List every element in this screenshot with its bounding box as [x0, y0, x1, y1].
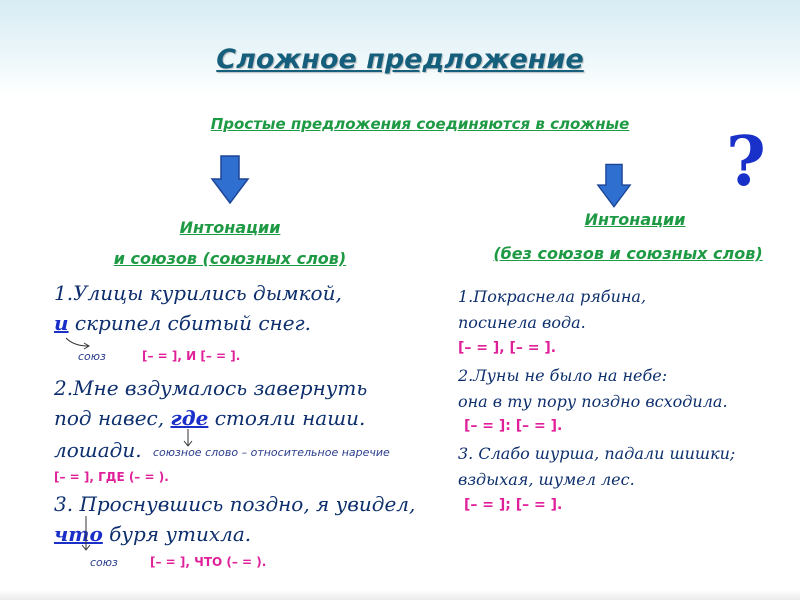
right-ex3-scheme: [– = ]; [– = ].	[464, 497, 563, 513]
bottom-shadow	[0, 590, 800, 600]
left-heading-1: Интонации	[179, 218, 281, 237]
pointer-arrow-3	[80, 515, 92, 553]
right-ex2-line1: 2.Луны не было на небе:	[458, 366, 668, 385]
left-ex1-line1: 1.Улицы курились дымкой,	[54, 281, 342, 305]
arrow-down-right-icon	[596, 162, 632, 210]
right-ex2-line2: она в ту пору поздно всходила.	[458, 392, 728, 411]
right-ex1-line1: 1.Покраснела рябина,	[458, 287, 647, 306]
right-heading-2: (без союзов и союзных слов)	[493, 244, 763, 263]
left-ex3-note: союз	[90, 556, 118, 569]
conjunction-gde: где	[170, 406, 209, 430]
left-ex2-line2	[54, 404, 365, 432]
left-ex1-scheme: [– = ], И [– = ].	[142, 349, 241, 363]
left-ex2-line2-a: под навес,	[54, 406, 171, 430]
left-ex1-line2	[54, 309, 311, 337]
right-ex1-scheme: [– = ], [– = ].	[458, 340, 557, 356]
left-ex2-line3: лошади.	[54, 438, 142, 462]
arrow-down-left-icon	[210, 155, 250, 205]
left-ex2-scheme: [– = ], ГДЕ (– = ).	[54, 470, 169, 484]
left-ex2-line2-b: стояли наши.	[208, 406, 366, 430]
right-ex2-scheme: [– = ]: [– = ].	[464, 418, 563, 434]
right-ex1-line2: посинела вода.	[458, 313, 586, 332]
left-ex3-line1: 3. Проснувшись поздно, я увидел,	[54, 492, 416, 516]
right-heading-1: Интонации	[584, 210, 686, 229]
conjunction-i: и	[54, 311, 69, 335]
slide-title: Сложное предложение	[216, 44, 584, 75]
question-mark: ?	[726, 122, 766, 202]
right-ex3-line1: 3. Слабо шурша, падали шишки;	[458, 444, 736, 463]
left-ex1-note: союз	[78, 350, 106, 363]
left-ex3-scheme: [– = ], ЧТО (– = ).	[150, 555, 267, 569]
left-ex2-note: союзное слово – относительное наречие	[153, 446, 390, 459]
left-heading-2: и союзов (союзных слов)	[113, 249, 347, 268]
pointer-arrow-1	[64, 336, 94, 350]
left-ex3-line2-rest: буря утихла.	[102, 522, 252, 546]
pointer-arrow-2	[182, 428, 194, 448]
slide-subtitle: Простые предложения соединяются в сложные	[210, 115, 630, 133]
conjunction-chto: что	[54, 522, 103, 546]
left-ex1-line2-rest: скрипел сбитый снег.	[68, 311, 311, 335]
left-ex2-line1: 2.Мне вздумалось завернуть	[54, 376, 368, 400]
right-ex3-line2: вздыхая, шумел лес.	[458, 470, 635, 489]
